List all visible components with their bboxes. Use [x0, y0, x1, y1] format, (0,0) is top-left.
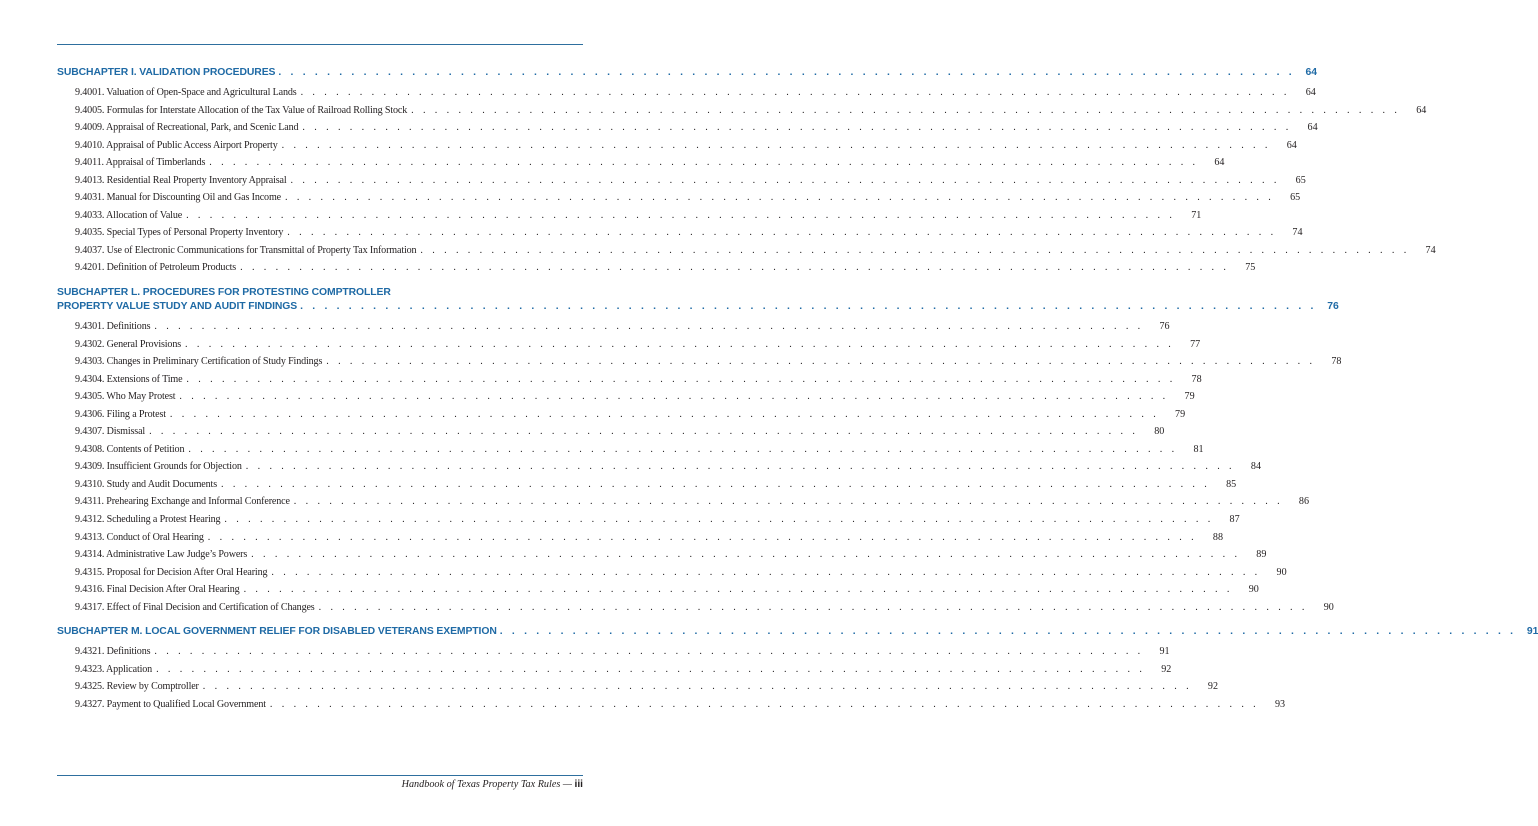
toc-entry[interactable] — [57, 154, 1225, 172]
entry-title: 9.4313. Conduct of Oral Hearing — [75, 531, 204, 543]
table-of-contents — [57, 66, 1538, 714]
section-entries — [57, 84, 1436, 277]
entry-title: 9.4001. Valuation of Open-Space and Agricultural Lands — [75, 87, 297, 98]
entry-page-number: 92 — [1207, 681, 1218, 693]
dot-leader: . . . . . . . . . . . . . . . . . . . . . . . . . . . . . . . . . . . . . . . . . . . . . . . . . . . . . . . . . . . . . . . . . . . . . . . . . . . . . . . . . . . . — [300, 87, 1290, 98]
dot-leader: . . . . . . . . . . . . . . . . . . . . . . . . . . . . . . . . . . . . . . . . . . . . . . . . . . . . . . . . . . . . . . . . . . . . . . . . . . . . . . . . . . . . — [251, 549, 1241, 561]
entry-title: 9.4308. Contents of Petition — [75, 443, 185, 455]
toc-entry[interactable] — [57, 546, 1267, 564]
entry-title: 9.4306. Filing a Protest — [75, 408, 166, 420]
toc-entry[interactable] — [57, 564, 1287, 582]
dot-leader: . . . . . . . . . . . . . . . . . . . . . . . . . . . . . . . . . . . . . . . . . . . . . . . . . . . . . . . . . . . . . . . . . . . . . . . . . . . . . . . . . . . . — [271, 566, 1261, 578]
entry-page-number: 64 — [1305, 87, 1316, 98]
dot-leader: . . . . . . . . . . . . . . . . . . . . . . . . . . . . . . . . . . . . . . . . . . . . . . . . . . . . . . . . . . . . . . . . . . . . . . . . . . . . . . . . . . . . — [287, 227, 1277, 239]
section-page-number: 91 — [1526, 626, 1538, 638]
entry-page-number: 80 — [1154, 426, 1165, 438]
entry-page-number: 90 — [1323, 601, 1334, 613]
section-heading[interactable] — [57, 300, 1339, 314]
toc-entry[interactable] — [57, 353, 1342, 371]
toc-entry[interactable] — [57, 581, 1259, 599]
dot-leader: . . . . . . . . . . . . . . . . . . . . . . . . . . . . . . . . . . . . . . . . . . . . . . . . . . . . . . . . . . . . . . . . . . . . . . . . . . . . . . . . . . . . — [240, 262, 1230, 274]
entry-page-number: 64 — [1214, 157, 1225, 169]
toc-section — [57, 625, 1538, 713]
section-heading-title: SUBCHAPTER M. LOCAL GOVERNMENT RELIEF FOR DISABLED VETERANS EXEMPTION — [57, 626, 497, 638]
toc-section — [57, 286, 1342, 616]
toc-entry[interactable] — [57, 189, 1301, 207]
toc-entry[interactable] — [57, 678, 1218, 696]
toc-entry[interactable] — [57, 172, 1306, 190]
dot-leader: . . . . . . . . . . . . . . . . . . . . . . . . . . . . . . . . . . . . . . . . . . . . . . . . . . . . . . . . . . . . . . . . . . . . . . . . . . . . . . . . . . . . — [243, 584, 1233, 596]
entry-page-number: 92 — [1161, 663, 1172, 675]
entry-title: 9.4317. Effect of Final Decision and Certification of Changes — [75, 601, 315, 613]
dot-leader: . . . . . . . . . . . . . . . . . . . . . . . . . . . . . . . . . . . . . . . . . . . . . . . . . . . . . . . . . . . . . . . . . . . . . . . . . . . . . . . . . . . . — [154, 646, 1144, 658]
toc-entry[interactable] — [57, 661, 1172, 679]
entry-page-number: 64 — [1307, 122, 1318, 134]
dot-leader: . . . . . . . . . . . . . . . . . . . . . . . . . . . . . . . . . . . . . . . . . . . . . . . . . . . . . . . . . . . . . . . . . . . . . . . . . . . . . . . . . . . . — [318, 601, 1308, 613]
entry-title: 9.4013. Residential Real Property Inventory Appraisal — [75, 174, 287, 186]
entry-title: 9.4325. Review by Comptroller — [75, 681, 199, 693]
toc-entry[interactable] — [57, 137, 1297, 155]
entry-page-number: 64 — [1286, 139, 1297, 151]
entry-page-number: 74 — [1292, 227, 1303, 239]
toc-entry[interactable] — [57, 207, 1202, 225]
dot-leader: . . . . . . . . . . . . . . . . . . . . . . . . . . . . . . . . . . . . . . . . . . . . . . . . . . . . . . . . . . . . . . . . . . . . . . . . . . . . . . . . . . . . — [202, 681, 1192, 693]
entry-page-number: 90 — [1276, 566, 1287, 578]
entry-page-number: 65 — [1290, 192, 1301, 204]
dot-leader: . . . . . . . . . . . . . . . . . . . . . . . . . . . . . . . . . . . . . . . . . . . . . . . . . . . . . . . . . . . . . . . . . . . . . . . . . . . . . . . . . . . . — [300, 301, 1317, 313]
toc-entry[interactable] — [57, 696, 1286, 714]
entry-page-number: 88 — [1212, 531, 1224, 543]
dot-leader: . . . . . . . . . . . . . . . . . . . . . . . . . . . . . . . . . . . . . . . . . . . . . . . . . . . . . . . . . . . . . . . . . . . . . . . . . . . . . . . . . . . . — [245, 461, 1235, 473]
page-footer — [402, 779, 583, 790]
entry-title: 9.4035. Special Types of Personal Property Inventory — [75, 227, 284, 239]
toc-entry[interactable] — [57, 643, 1170, 661]
section-heading-line: SUBCHAPTER L. PROCEDURES FOR PROTESTING COMPTROLLER — [57, 287, 391, 299]
dot-leader: . . . . . . . . . . . . . . . . . . . . . . . . . . . . . . . . . . . . . . . . . . . . . . . . . . . . . . . . . . . . . . . . . . . . . . . . . . . . . . . . . . . . — [293, 496, 1284, 508]
entry-title: 9.4327. Payment to Qualified Local Government — [75, 698, 266, 710]
toc-entry[interactable] — [57, 242, 1436, 260]
entry-title: 9.4307. Dismissal — [75, 426, 146, 438]
dot-leader: . . . . . . . . . . . . . . . . . . . . . . . . . . . . . . . . . . . . . . . . . . . . . . . . . . . . . . . . . . . . . . . . . . . . . . . . . . . . . . . . . . . . — [302, 122, 1292, 134]
dot-leader: . . . . . . . . . . . . . . . . . . . . . . . . . . . . . . . . . . . . . . . . . . . . . . . . . . . . . . . . . . . . . . . . . . . . . . . . . . . . . . . . . . . . — [411, 104, 1401, 116]
toc-entry[interactable] — [57, 529, 1224, 547]
entry-title: 9.4321. Definitions — [75, 646, 151, 658]
toc-entry[interactable] — [57, 476, 1237, 494]
toc-entry[interactable] — [57, 371, 1202, 389]
toc-entry[interactable] — [57, 511, 1240, 529]
dot-leader: . . . . . . . . . . . . . . . . . . . . . . . . . . . . . . . . . . . . . . . . . . . . . . . . . . . . . . . . . . . . . . . . . . . . . . . . . . . . . . . . . . . . — [186, 373, 1176, 385]
entry-title: 9.4323. Application — [75, 663, 153, 675]
entry-page-number: 78 — [1191, 373, 1202, 385]
entry-title: 9.4009. Appraisal of Recreational, Park, and Scenic Land — [75, 122, 299, 134]
entry-page-number: 79 — [1175, 408, 1186, 420]
dot-leader: . . . . . . . . . . . . . . . . . . . . . . . . . . . . . . . . . . . . . . . . . . . . . . . . . . . . . . . . . . . . . . . . . . . . . . . . . . . . . . . . . . . . — [154, 321, 1144, 333]
toc-entry[interactable] — [57, 441, 1204, 459]
entry-title: 9.4005. Formulas for Interstate Allocation of the Tax Value of Railroad Rolling Stock — [75, 104, 408, 116]
entry-title: 9.4315. Proposal for Decision After Oral Hearing — [75, 566, 268, 578]
footer-page-number: iii — [574, 779, 583, 790]
entry-title: 9.4304. Extensions of Time — [75, 373, 183, 385]
section-heading-title: PROPERTY VALUE STUDY AND AUDIT FINDINGS — [57, 301, 298, 313]
entry-title: 9.4309. Insufficient Grounds for Objection — [75, 461, 242, 473]
dot-leader: . . . . . . . . . . . . . . . . . . . . . . . . . . . . . . . . . . . . . . . . . . . . . . . . . . . . . . . . . . . . . . . . . . . . . . . . . . . . . . . . . . . . — [169, 408, 1160, 420]
entry-title: 9.4201. Definition of Petroleum Products — [75, 262, 237, 274]
toc-entry[interactable] — [57, 493, 1310, 511]
footer-separator: — — [562, 779, 572, 790]
section-heading[interactable] — [57, 625, 1538, 639]
dot-leader: . . . . . . . . . . . . . . . . . . . . . . . . . . . . . . . . . . . . . . . . . . . . . . . . . . . . . . . . . . . . . . . . . . . . . . . . . . . . . . . . . . . . — [284, 192, 1275, 204]
entry-page-number: 91 — [1159, 646, 1170, 658]
toc-entry[interactable] — [57, 599, 1334, 617]
entry-page-number: 64 — [1416, 104, 1427, 116]
toc-entry[interactable] — [57, 224, 1303, 242]
dot-leader: . . . . . . . . . . . . . . . . . . . . . . . . . . . . . . . . . . . . . . . . . . . . . . . . . . . . . . . . . . . . . . . . . . . . . . . . . . . . . . . . . . . . — [188, 443, 1178, 455]
footer-title: Handbook of Texas Property Tax Rules — [401, 779, 561, 790]
entry-page-number: 77 — [1190, 338, 1201, 350]
entry-title: 9.4031. Manual for Discounting Oil and Gas Income — [75, 192, 281, 204]
dot-leader: . . . . . . . . . . . . . . . . . . . . . . . . . . . . . . . . . . . . . . . . . . . . . . . . . . . . . . . . . . . . . . . . . . . . . . . . . . . . . . . . . . . . — [186, 209, 1176, 221]
toc-entry[interactable] — [57, 84, 1316, 102]
dot-leader: . . . . . . . . . . . . . . . . . . . . . . . . . . . . . . . . . . . . . . . . . . . . . . . . . . . . . . . . . . . . . . . . . . . . . . . . . . . . . . . . . . . . — [420, 244, 1410, 256]
toc-entry[interactable] — [57, 119, 1318, 137]
toc-entry[interactable] — [57, 318, 1170, 336]
entry-title: 9.4010. Appraisal of Public Access Airport Property — [75, 139, 278, 151]
dot-leader: . . . . . . . . . . . . . . . . . . . . . . . . . . . . . . . . . . . . . . . . . . . . . . . . . . . . . . . . . . . . . . . . . . . . . . . . . . . . . . . . . . . . — [179, 391, 1169, 403]
toc-entry[interactable] — [57, 336, 1201, 354]
section-page-number: 64 — [1305, 67, 1317, 78]
entry-page-number: 71 — [1191, 209, 1202, 221]
entry-page-number: 81 — [1193, 443, 1204, 455]
entry-page-number: 89 — [1256, 549, 1267, 561]
section-heading[interactable] — [57, 66, 1317, 80]
entry-page-number: 74 — [1425, 244, 1436, 256]
entry-page-number: 85 — [1226, 478, 1237, 490]
top-rule — [57, 44, 583, 45]
toc-entry[interactable] — [57, 102, 1427, 120]
toc-entry[interactable] — [57, 406, 1186, 424]
dot-leader: . . . . . . . . . . . . . . . . . . . . . . . . . . . . . . . . . . . . . . . . . . . . . . . . . . . . . . . . . . . . . . . . . . . . . . . . . . . . . . . . . . . . — [149, 426, 1139, 438]
entry-page-number: 90 — [1248, 584, 1259, 596]
dot-leader: . . . . . . . . . . . . . . . . . . . . . . . . . . . . . . . . . . . . . . . . . . . . . . . . . . . . . . . . . . . . . . . . . . . . . . . . . . . . . . . . . . . . — [220, 478, 1211, 490]
section-page-number: 76 — [1327, 301, 1339, 313]
section-heading-title: SUBCHAPTER I. VALIDATION PROCEDURES — [57, 67, 276, 78]
bottom-rule — [57, 775, 583, 776]
dot-leader: . . . . . . . . . . . . . . . . . . . . . . . . . . . . . . . . . . . . . . . . . . . . . . . . . . . . . . . . . . . . . . . . . . . . . . . . . . . . . . . . . . . . — [278, 67, 1295, 78]
dot-leader: . . . . . . . . . . . . . . . . . . . . . . . . . . . . . . . . . . . . . . . . . . . . . . . . . . . . . . . . . . . . . . . . . . . . . . . . . . . . . . . . . . . . — [281, 139, 1271, 151]
dot-leader: . . . . . . . . . . . . . . . . . . . . . . . . . . . . . . . . . . . . . . . . . . . . . . . . . . . . . . . . . . . . . . . . . . . . . . . . . . . . . . . . . . . . — [290, 174, 1280, 186]
toc-section — [57, 66, 1436, 277]
entry-title: 9.4312. Scheduling a Protest Hearing — [75, 514, 221, 526]
dot-leader: . . . . . . . . . . . . . . . . . . . . . . . . . . . . . . . . . . . . . . . . . . . . . . . . . . . . . . . . . . . . . . . . . . . . . . . . . . . . . . . . . . . . — [156, 663, 1146, 675]
entry-page-number: 79 — [1184, 391, 1195, 403]
entry-page-number: 75 — [1245, 262, 1256, 274]
entry-title: 9.4311. Prehearing Exchange and Informal Conference — [75, 496, 290, 508]
entry-title: 9.4310. Study and Audit Documents — [75, 478, 217, 490]
toc-entry[interactable] — [57, 259, 1256, 277]
dot-leader: . . . . . . . . . . . . . . . . . . . . . . . . . . . . . . . . . . . . . . . . . . . . . . . . . . . . . . . . . . . . . . . . . . . . . . . . . . . . . . . . . . . . — [209, 157, 1199, 169]
entry-title: 9.4305. Who May Protest — [75, 391, 176, 403]
entry-page-number: 86 — [1298, 496, 1310, 508]
dot-leader: . . . . . . . . . . . . . . . . . . . . . . . . . . . . . . . . . . . . . . . . . . . . . . . . . . . . . . . . . . . . . . . . . . . . . . . . . . . . . . . . . . . . — [326, 356, 1316, 368]
entry-title: 9.4011. Appraisal of Timberlands — [75, 157, 206, 169]
entry-page-number: 65 — [1295, 174, 1306, 186]
entry-page-number: 84 — [1250, 461, 1261, 473]
section-entries — [57, 643, 1286, 713]
dot-leader: . . . . . . . . . . . . . . . . . . . . . . . . . . . . . . . . . . . . . . . . . . . . . . . . . . . . . . . . . . . . . . . . . . . . . . . . . . . . . . . . . . . . — [499, 626, 1517, 638]
dot-leader: . . . . . . . . . . . . . . . . . . . . . . . . . . . . . . . . . . . . . . . . . . . . . . . . . . . . . . . . . . . . . . . . . . . . . . . . . . . . . . . . . . . . — [224, 514, 1214, 526]
entry-page-number: 93 — [1275, 698, 1286, 710]
toc-entry[interactable] — [57, 388, 1195, 406]
entry-title: 9.4314. Administrative Law Judge’s Powers — [75, 549, 248, 561]
toc-entry[interactable] — [57, 423, 1165, 441]
entry-page-number: 87 — [1229, 514, 1240, 526]
entry-title: 9.4316. Final Decision After Oral Hearing — [75, 584, 240, 596]
dot-leader: . . . . . . . . . . . . . . . . . . . . . . . . . . . . . . . . . . . . . . . . . . . . . . . . . . . . . . . . . . . . . . . . . . . . . . . . . . . . . . . . . . . . — [185, 338, 1175, 350]
entry-title: 9.4303. Changes in Preliminary Certification of Study Findings — [75, 356, 323, 368]
dot-leader: . . . . . . . . . . . . . . . . . . . . . . . . . . . . . . . . . . . . . . . . . . . . . . . . . . . . . . . . . . . . . . . . . . . . . . . . . . . . . . . . . . . . — [207, 531, 1198, 543]
entry-page-number: 76 — [1159, 321, 1170, 333]
toc-entry[interactable] — [57, 458, 1261, 476]
entry-title: 9.4037. Use of Electronic Communications for Transmittal of Property Tax Information — [75, 244, 417, 256]
entry-title: 9.4302. General Provisions — [75, 338, 181, 350]
dot-leader: . . . . . . . . . . . . . . . . . . . . . . . . . . . . . . . . . . . . . . . . . . . . . . . . . . . . . . . . . . . . . . . . . . . . . . . . . . . . . . . . . . . . — [269, 698, 1260, 710]
entry-title: 9.4033. Allocation of Value — [75, 209, 183, 221]
section-entries — [57, 318, 1342, 616]
entry-page-number: 78 — [1331, 356, 1342, 368]
entry-title: 9.4301. Definitions — [75, 321, 151, 333]
